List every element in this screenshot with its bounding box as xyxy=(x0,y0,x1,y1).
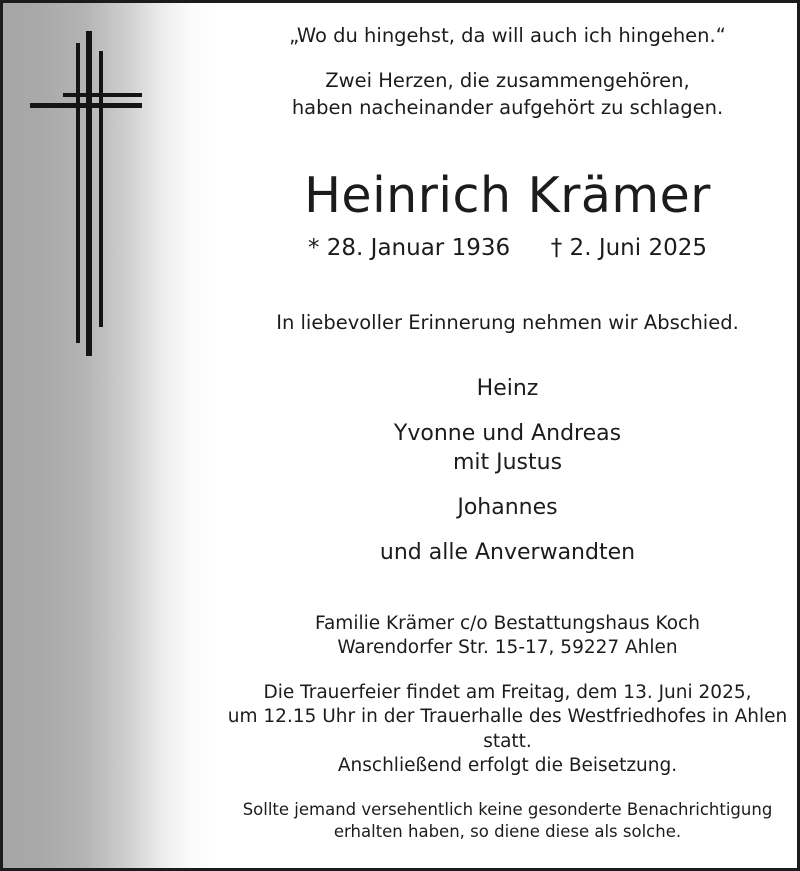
cross-vertical-left-bar xyxy=(76,43,80,343)
address-line-2: Warendorfer Str. 15-17, 59227 Ahlen xyxy=(337,637,678,659)
family-child-name: mit Justus xyxy=(452,449,563,475)
footnote-line-1: Sollte jemand versehentlich keine gesonderte Benachrichtigung xyxy=(242,800,773,820)
family-list xyxy=(218,375,797,565)
ceremony-line-1: Die Trauerfeier findet am Freitag, dem 13. Juni 2025, xyxy=(263,681,752,703)
deceased-name: Heinrich Krämer xyxy=(304,166,711,224)
address-line-1: Familie Krämer c/o Bestattungshaus Koch xyxy=(315,612,700,634)
ceremony-line-3: Anschließend erfolgt die Beisetzung. xyxy=(337,754,678,776)
quote-line-3: haben nacheinander aufgehört zu schlagen. xyxy=(291,96,724,119)
birth-date: * 28. Januar 1936 xyxy=(307,234,511,261)
cross-horizontal-lower-bar xyxy=(30,103,142,108)
contact-address xyxy=(218,612,797,661)
memorial-quote xyxy=(218,26,797,118)
notice-content xyxy=(218,3,797,868)
notification-footnote xyxy=(218,799,797,843)
cross-horizontal-upper-bar xyxy=(63,93,142,97)
christian-cross-icon xyxy=(3,3,173,383)
farewell-text: In liebevoller Erinnerung nehmen wir Abschied. xyxy=(276,310,739,334)
footnote-line-2: erhalten haben, so diene diese als solche. xyxy=(333,822,682,842)
quote-line-1: „Wo du hingehst, da will auch ich hingehen.“ xyxy=(289,24,726,47)
ceremony-details xyxy=(218,681,797,779)
death-date: † 2. Juni 2025 xyxy=(550,234,707,261)
family-member-johannes: Johannes xyxy=(457,494,558,520)
family-member-heinz: Heinz xyxy=(476,375,539,401)
family-member-yvonne-andreas xyxy=(218,420,797,475)
family-relatives: und alle Anverwandten xyxy=(379,539,636,565)
life-dates xyxy=(218,235,797,261)
family-couple-names: Yvonne und Andreas xyxy=(393,420,622,446)
quote-line-2: Zwei Herzen, die zusammengehören, xyxy=(325,68,690,92)
ceremony-line-2: um 12.15 Uhr in der Trauerhalle des Westfriedhofes in Ahlen statt. xyxy=(227,706,788,752)
cross-vertical-main-bar xyxy=(86,31,92,356)
